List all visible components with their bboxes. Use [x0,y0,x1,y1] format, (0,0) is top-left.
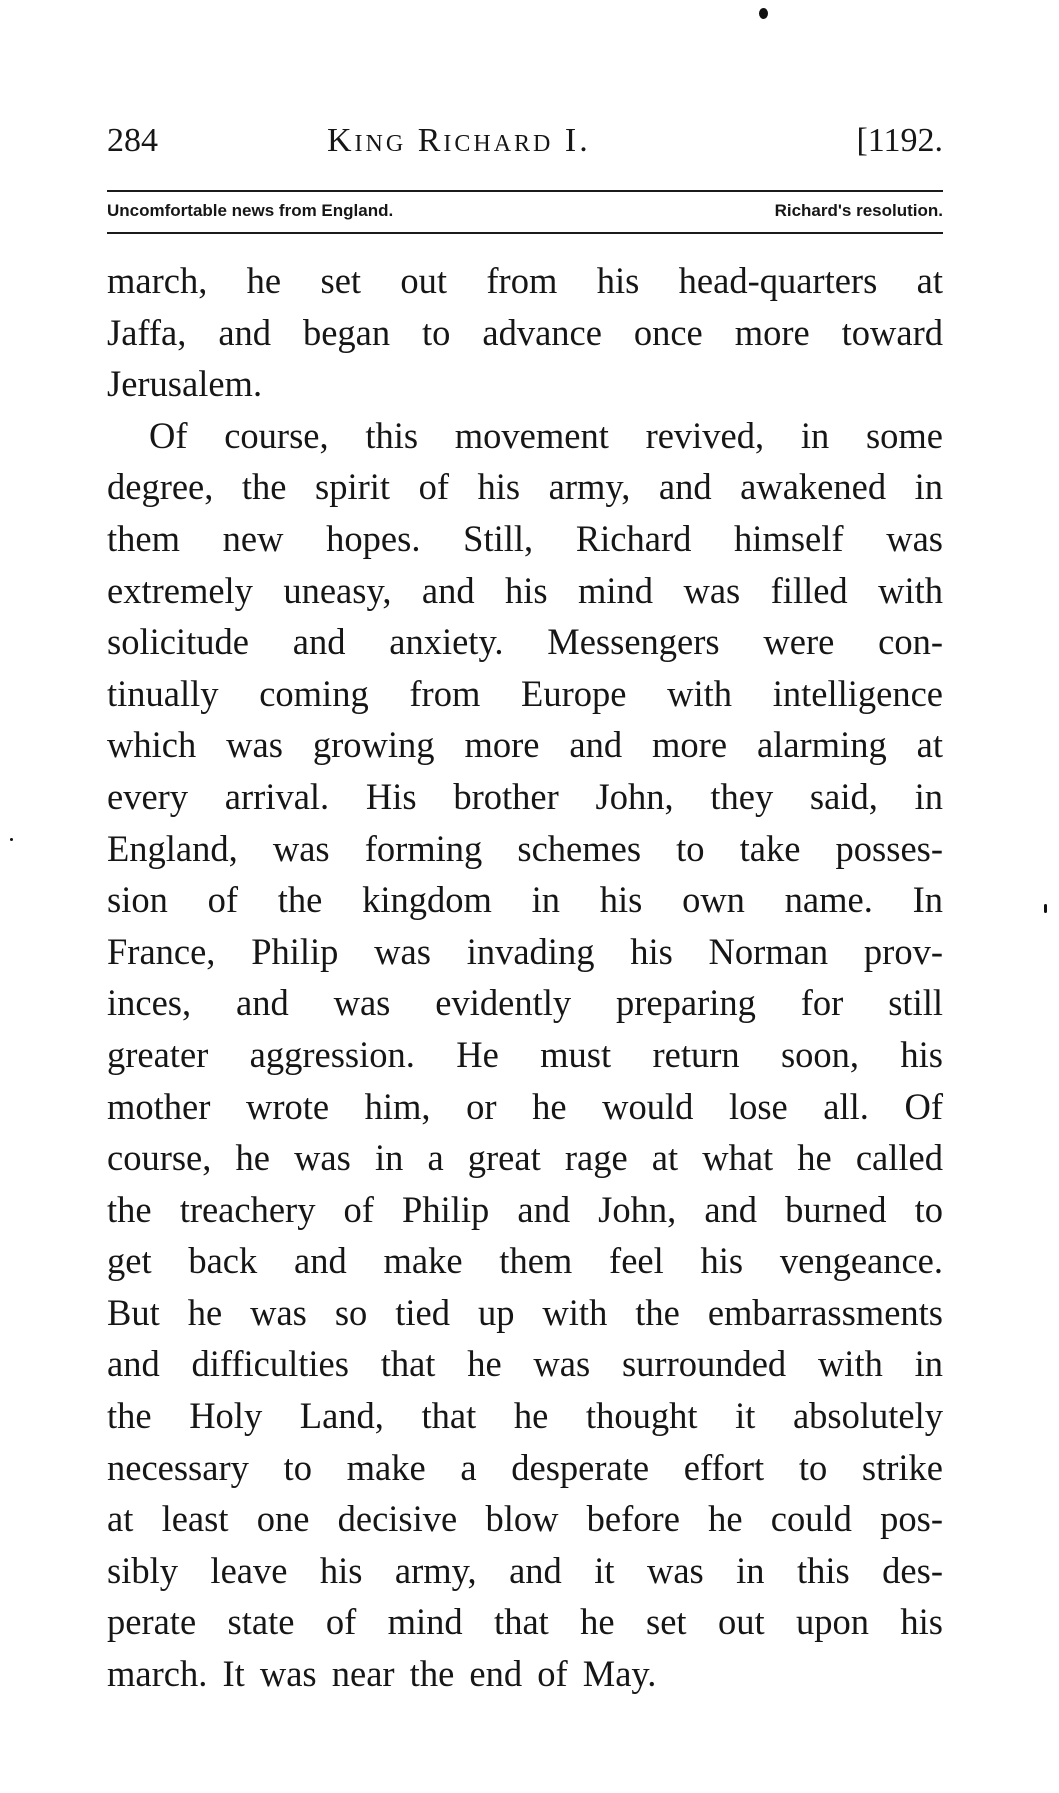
text-line: sion of the kingdom in his own name. In [107,879,943,921]
text-line: But he was so tied up with the embarrassments [107,1291,943,1333]
running-title: King Richard I. [327,122,591,159]
text-line: greater aggression. He must return soon, his [107,1033,943,1075]
sidenote-rule [107,232,943,234]
text-line: mother wrote him, or he would lose all. Of [107,1085,943,1127]
text-line: course, he was in a great rage at what he called [107,1137,943,1179]
book-page [107,0,943,1793]
text-line: Jerusalem. [107,363,263,405]
text-line: sibly leave his army, and it was in this des- [107,1549,943,1591]
text-line: and difficulties that he was surrounded with in [107,1343,943,1385]
text-line: which was growing more and more alarming at [107,724,943,766]
text-line: get back and make them feel his vengeance. [107,1240,943,1282]
text-line: them new hopes. Still, Richard himself was [107,517,943,559]
body-text [107,255,943,1700]
sidenote-left: Uncomfortable news from England. [107,201,394,220]
running-head [107,121,943,161]
text-line: at least one decisive blow before he could pos- [107,1498,943,1540]
sidenotes [107,198,943,224]
text-line: degree, the spirit of his army, and awakened in [107,466,943,508]
text-line: inces, and was evidently preparing for still [107,982,943,1024]
text-line: necessary to make a desperate effort to strike [107,1446,943,1488]
text-line: Of course, this movement revived, in some [149,414,943,456]
ink-speck [1044,904,1047,913]
ink-speck [10,838,13,841]
text-line: march, he set out from his head-quarters at [107,260,943,301]
text-line: every arrival. His brother John, they said, in [107,775,943,817]
sidenote-right: Richard's resolution. [774,201,943,220]
text-line: extremely uneasy, and his mind was filled with [107,569,943,611]
text-line: solicitude and anxiety. Messengers were con- [107,621,943,663]
text-line: perate state of mind that he set out upon his [107,1601,943,1643]
text-line: the Holy Land, that he thought it absolutely [107,1395,943,1437]
text-line: the treachery of Philip and John, and burned to [107,1188,943,1230]
text-line: Jaffa, and began to advance once more toward [107,311,943,353]
text-line: march. It was near the end of May. [107,1653,657,1695]
text-line: tinually coming from Europe with intelligence [107,672,943,714]
ink-speck [759,8,768,19]
text-line: France, Philip was invading his Norman prov- [107,930,943,972]
header-rule [107,190,943,192]
running-year: [1192. [856,122,943,159]
page-number: 284 [107,122,158,159]
text-line: England, was forming schemes to take posses- [107,827,943,869]
